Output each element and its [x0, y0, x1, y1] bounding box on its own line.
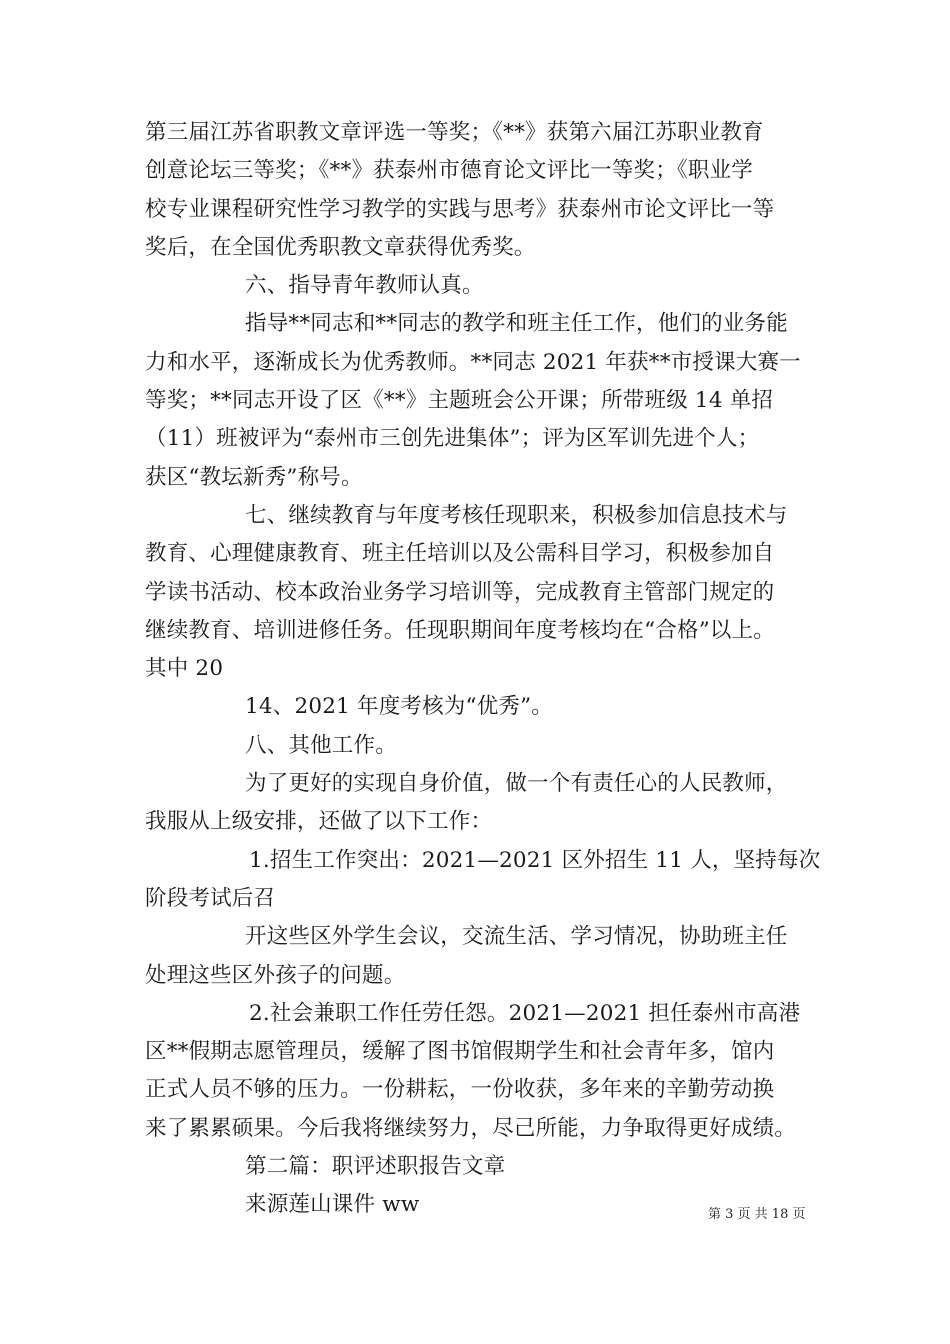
text-line: 开这些区外学生会议，交流生活、学习情况，协助班主任 — [245, 924, 788, 950]
document-body — [145, 114, 821, 1225]
text-line: 力和水平，逐渐成长为优秀教师。**同志 2021 年获**市授课大赛一 — [145, 349, 801, 375]
text-line: 来了累累硕果。今后我将继续努力，尽己所能，力争取得更好成绩。 — [145, 1115, 797, 1141]
page-number: 第 3 页 共 18 页 — [708, 1207, 806, 1222]
text-line: 教育、心理健康教育、班主任培训以及公需科目学习，积极参加自 — [145, 541, 775, 567]
text-line: 继续教育、培训进修任务。任现职期间年度考核均在“合格”以上。 — [145, 617, 775, 643]
text-line: 校专业课程研究性学习教学的实践与思考》获泰州市论文评比一等 — [145, 196, 775, 222]
text-line: 其中 20 — [145, 656, 224, 682]
text-line: 正式人员不够的压力。一份耕耘，一份收获，多年来的辛勤劳动换 — [145, 1077, 775, 1103]
list-item: 2.社会兼职工作任劳任怨。2021—2021 担任泰州市高港 — [249, 1000, 801, 1026]
section-heading: 七、继续教育与年度考核任现职来，积极参加信息技术与 — [245, 502, 788, 528]
text-line: 来源莲山课件 ww — [245, 1192, 420, 1218]
text-line: 第三届江苏省职教文章评选一等奖；《**》获第六届江苏职业教育 — [145, 120, 764, 145]
text-line: 学读书活动、校本政治业务学习培训等，完成教育主管部门规定的 — [145, 579, 775, 605]
text-line: （11）班被评为“泰州市三创先进集体”；评为区军训先进个人； — [145, 426, 760, 452]
text-line: 获区“教坛新秀”称号。 — [145, 464, 363, 490]
section-heading: 八、其他工作。 — [245, 732, 397, 758]
list-item: 1.招生工作突出：2021—2021 区外招生 11 人，坚持每次 — [249, 847, 821, 873]
section-heading: 六、指导青年教师认真。 — [245, 273, 484, 299]
text-line: 处理这些区外孩子的问题。 — [145, 962, 406, 988]
text-line: 创意论坛三等奖；《**》获泰州市德育论文评比一等奖；《职业学 — [145, 158, 754, 184]
text-line: 我服从上级安排，还做了以下工作： — [145, 809, 493, 835]
text-line: 等奖；**同志开设了区《**》主题班会公开课；所带班级 14 单招 — [145, 388, 774, 414]
text-line: 阶段考试后召 — [145, 885, 276, 911]
text-line: 指导**同志和**同志的教学和班主任工作，他们的业务能 — [245, 311, 788, 337]
chapter-title: 第二篇：职评述职报告文章 — [245, 1154, 506, 1180]
text-line: 区**假期志愿管理员，缓解了图书馆假期学生和社会青年多，馆内 — [145, 1039, 775, 1065]
text-line: 14、2021 年度考核为“优秀”。 — [245, 694, 553, 720]
text-line: 为了更好的实现自身价值，做一个有责任心的人民教师， — [245, 771, 788, 797]
text-line: 奖后，在全国优秀职教文章获得优秀奖。 — [145, 234, 536, 260]
